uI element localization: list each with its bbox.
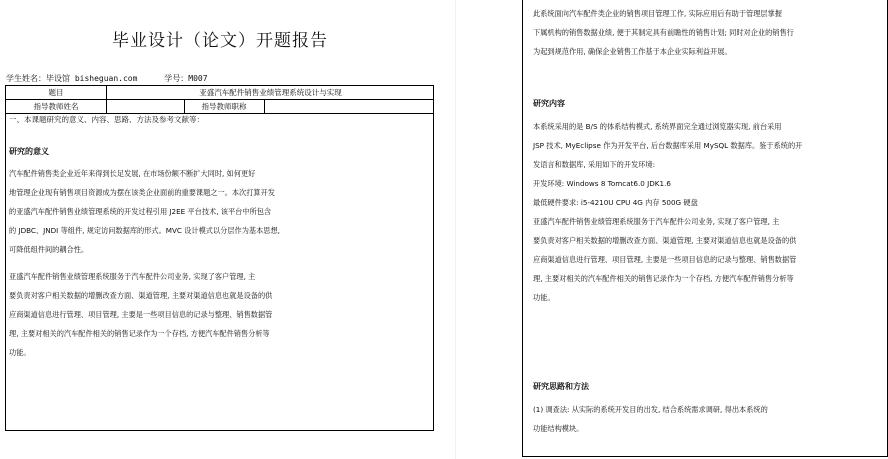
student-name: 学生姓名：毕设馆 bisheguan.com <box>6 74 138 83</box>
heading-method: 研究思路和方法 <box>533 382 589 391</box>
body-line: 的 JDBC、JNDI 等组件, 规定访问数据库的形式。MVC 设计模式以分层作为基本思想, <box>9 226 280 235</box>
document-title: 毕业设计（论文）开题报告 <box>112 31 328 51</box>
page-divider <box>455 0 456 459</box>
body-line: JSP 技术, MyEclipse 作为开发平台, 后台数据库采用 MySQL 数据库。鉴于系统的开 <box>533 141 803 150</box>
body-line: 理, 主要对相关的汽车配件相关的销售记录作为一个存档, 方便汽车配件销售分析等 <box>533 274 794 283</box>
left-page <box>0 0 440 459</box>
intro-body <box>533 4 883 61</box>
row-advisor <box>6 100 433 114</box>
body-line: 功能结构模块。 <box>533 424 584 433</box>
body-line: 应商渠道信息进行管理、项目管理, 主要是一些项目信息的记录与整理、销售数据管 <box>533 255 797 264</box>
student-id: 学号：M007 <box>164 74 208 83</box>
body-line: 功能。 <box>533 293 555 302</box>
report-continuation-frame <box>522 0 888 457</box>
body-line: 下属机构的销售数据业绩, 便于其制定具有前瞻性的销售计划; 同时对企业的销售行 <box>533 28 794 37</box>
content-body <box>533 117 883 307</box>
advisor-title-label: 指导教师职称 <box>201 102 247 111</box>
body-line: 汽车配件销售类企业近年来得到长足发展, 在市场份额不断扩大同时, 如何更好 <box>9 169 256 178</box>
body-line: 应商渠道信息进行管理、项目管理, 主要是一些项目信息的记录与整理、销售数据管 <box>9 310 273 319</box>
body-line: (1) 调查法: 从实际的系统开发目的出发, 结合系统需求调研, 得出本系统的 <box>533 405 768 414</box>
body-line: 为起到规范作用, 确保企业销售工作基于本企业实际利益开展。 <box>533 47 732 56</box>
body-line: 此系统面向汽车配件类企业的销售项目管理工作, 实际应用后有助于管理层掌握 <box>533 9 782 18</box>
body-line: 要负责对客户相关数据的增删改查方面、渠道管理, 主要对渠道信息也就是设备的供 <box>533 236 797 245</box>
section-intro: 一、本课题研究的意义、内容、思路、方法及参考文献等： <box>9 115 204 124</box>
body-line: 功能。 <box>9 348 31 357</box>
row-topic <box>6 86 433 100</box>
body-line: 亚盛汽车配件销售业绩管理系统服务于汽车配件公司业务, 实现了客户管理, 主 <box>9 272 256 281</box>
body-line: 本系统采用的是 B/S 的体系结构模式, 系统界面完全通过浏览器实现, 前台采用 <box>533 122 782 131</box>
heading-content: 研究内容 <box>533 99 565 108</box>
method-body <box>533 400 883 438</box>
heading-significance: 研究的意义 <box>9 147 49 156</box>
body-line: 最低硬件要求: i5-4210U CPU 4G 内存 500G 硬盘 <box>533 198 698 207</box>
right-page <box>522 0 888 459</box>
student-info <box>6 73 230 84</box>
significance-body <box>9 164 433 362</box>
body-line: 的亚盛汽车配件销售业绩管理系统的开发过程引用 J2EE 平台技术, 该平台中所包含 <box>9 207 272 216</box>
body-line: 理, 主要对相关的汽车配件相关的销售记录作为一个存档, 方便汽车配件销售分析等 <box>9 329 270 338</box>
topic-value: 亚盛汽车配件销售业绩管理系统设计与实现 <box>199 88 342 97</box>
body-line: 可降低组件间的耦合性。 <box>9 245 89 254</box>
topic-label: 题目 <box>48 88 64 97</box>
body-line: 要负责对客户相关数据的增删改查方面、渠道管理, 主要对渠道信息也就是设备的供 <box>9 291 273 300</box>
advisor-name-label: 指导教师姓名 <box>33 102 79 111</box>
body-line: 开发环境: Windows 8 Tomcat6.0 JDK1.6 <box>533 179 671 188</box>
body-line: 发语言和数据库, 采用如下的开发环境: <box>533 160 655 169</box>
body-line: 地管理企业现有销售项目资源成为摆在该类企业面前的重要课题之一。本次打算开发 <box>9 188 275 197</box>
report-table <box>5 85 434 431</box>
body-line: 亚盛汽车配件销售业绩管理系统服务于汽车配件公司业务, 实现了客户管理, 主 <box>533 217 780 226</box>
